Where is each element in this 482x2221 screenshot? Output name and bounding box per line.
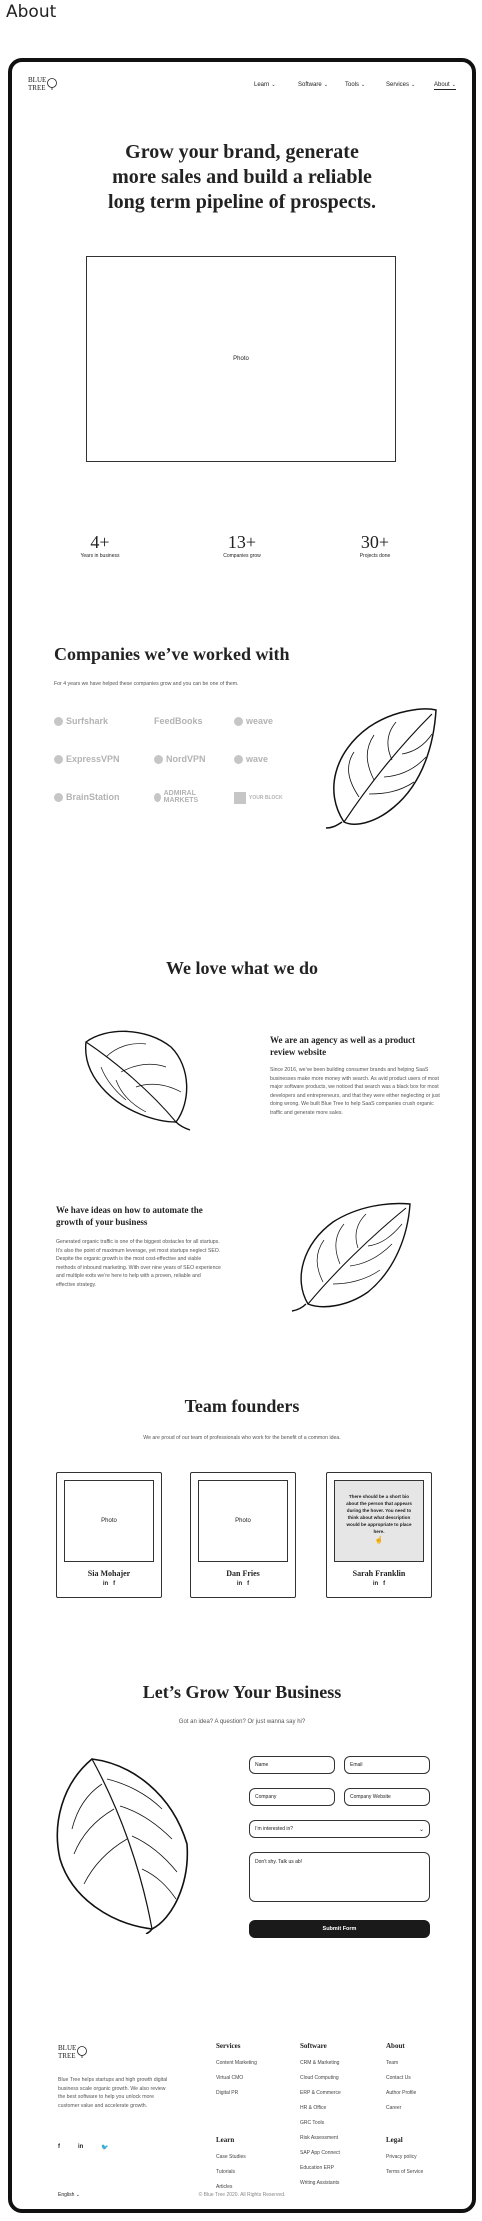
footer-link[interactable]: Team xyxy=(386,2060,399,2066)
logo-admiral-markets xyxy=(154,790,214,804)
team-photo-label: Photo xyxy=(101,1518,117,1524)
contact-subtitle: Got an idea? A question? Or just wanna say hi? xyxy=(178,1719,306,1725)
footer-link[interactable]: HR & Office xyxy=(300,2105,327,2111)
footer-link[interactable]: ERP & Commerce xyxy=(300,2090,341,2096)
team-bio-hover xyxy=(334,1480,424,1562)
footer-link[interactable]: Risk Assessment xyxy=(300,2135,339,2141)
logo-text: BrainStation xyxy=(66,792,120,802)
nav-tools[interactable] xyxy=(345,82,365,88)
nav-tools-label: Tools xyxy=(345,82,360,88)
leaf-illustration xyxy=(52,1754,192,1934)
leaf-illustration xyxy=(314,702,444,832)
cursor-icon: ☝ xyxy=(374,1537,384,1544)
footer-link[interactable]: Tutorials xyxy=(216,2169,235,2175)
interest-select-placeholder: I’m interested in? xyxy=(255,1826,294,1832)
team-bio-text: There should be a short bio about the person that appears during the hover. You need to think about what description would be appropriate to place here. xyxy=(346,1494,412,1534)
brand-logo[interactable] xyxy=(28,76,58,98)
team-photo-label: Photo xyxy=(235,1518,251,1524)
contact-title: Let’s Grow Your Business xyxy=(142,1682,342,1702)
footer-logo-line2: TREE xyxy=(58,2052,76,2060)
footer-software xyxy=(300,2042,341,2186)
team-member-name: Sia Mohajer xyxy=(87,1569,131,1578)
logo-text: wave xyxy=(246,754,269,764)
footer-heading: About xyxy=(386,2042,405,2050)
footer-services xyxy=(216,2042,257,2096)
hero-photo xyxy=(86,256,396,462)
linkedin-icon[interactable]: in xyxy=(102,1581,109,1587)
tree-icon xyxy=(76,2046,88,2058)
chevron-down-icon: ⌄ xyxy=(451,82,456,88)
footer-heading: Learn xyxy=(216,2136,235,2144)
brainstation-icon xyxy=(54,793,63,802)
name-field[interactable] xyxy=(249,1756,335,1774)
nav-services-label: Services xyxy=(386,82,410,88)
tree-icon xyxy=(46,78,58,90)
linkedin-icon[interactable]: in xyxy=(236,1581,243,1587)
language-label: English xyxy=(58,2192,75,2198)
footer-legal xyxy=(386,2136,423,2175)
stat-value: 13+ xyxy=(227,532,257,552)
footer-link[interactable]: Contact Us xyxy=(386,2075,411,2081)
logo-feedbooks xyxy=(154,716,203,726)
logo-surfshark xyxy=(54,716,108,726)
company-field[interactable] xyxy=(249,1788,335,1806)
surfshark-icon xyxy=(54,717,63,726)
team-member-name: Dan Fries xyxy=(226,1569,260,1578)
chevron-down-icon: ⌄ xyxy=(271,82,276,88)
email-field-placeholder: Email xyxy=(350,1762,363,1768)
company-field-placeholder: Company xyxy=(255,1794,277,1800)
footer-learn xyxy=(216,2136,246,2190)
footer-link[interactable]: Privacy policy xyxy=(386,2154,417,2160)
social-links xyxy=(57,1581,161,1587)
leaf-illustration xyxy=(288,1194,418,1314)
footer-link[interactable]: Cloud Computing xyxy=(300,2075,339,2081)
page-label: About xyxy=(6,2,57,22)
logo-brainstation xyxy=(54,792,120,802)
facebook-icon[interactable]: f xyxy=(383,1581,386,1587)
footer-link[interactable]: Articles xyxy=(216,2184,233,2190)
social-links xyxy=(191,1581,295,1587)
nav-software[interactable] xyxy=(298,82,328,88)
footer-logo-line1: BLUE xyxy=(58,2044,77,2052)
love-block1-title: We are an agency as well as a product review website xyxy=(270,1035,416,1057)
nav-learn[interactable] xyxy=(254,82,276,88)
stat-years xyxy=(70,532,130,559)
nav-software-label: Software xyxy=(298,82,322,88)
linkedin-icon[interactable]: in xyxy=(78,2144,84,2150)
submit-form-button[interactable] xyxy=(249,1920,430,1938)
company-website-placeholder: Company Website xyxy=(350,1794,391,1800)
footer-link[interactable]: Case Studies xyxy=(216,2154,246,2160)
team-card-sarah[interactable] xyxy=(326,1472,432,1598)
footer-link[interactable]: Digital PR xyxy=(216,2090,239,2096)
chevron-down-icon: ⌄ xyxy=(418,1826,424,1833)
footer-heading: Legal xyxy=(386,2136,403,2144)
nav-about-label: About xyxy=(434,82,450,88)
love-title: We love what we do xyxy=(166,958,318,978)
logo-text: FeedBooks xyxy=(154,716,203,726)
facebook-icon[interactable]: f xyxy=(247,1581,250,1587)
chevron-down-icon: ⌄ xyxy=(361,82,366,88)
nav-about[interactable] xyxy=(434,82,456,90)
chevron-down-icon: ⌄ xyxy=(75,2192,80,2198)
footer-social xyxy=(58,2144,109,2151)
love-block2-title: We have ideas on how to automate the growth of your business xyxy=(56,1205,203,1227)
footer-about xyxy=(386,2042,416,2111)
team-photo xyxy=(198,1480,288,1562)
logo-text: ExpressVPN xyxy=(66,754,120,764)
weave-icon xyxy=(234,717,243,726)
footer-logo[interactable] xyxy=(58,2044,90,2066)
message-placeholder: Don’t shy. Talk us ab! xyxy=(255,1859,303,1865)
team-member-name: Sarah Franklin xyxy=(352,1569,406,1578)
logo-text: Surfshark xyxy=(66,716,109,726)
footer-heading: Software xyxy=(300,2042,327,2050)
logo-expressvpn xyxy=(54,754,120,764)
twitter-icon[interactable]: 🐦 xyxy=(101,2145,109,2151)
team-title: Team founders xyxy=(184,1396,300,1416)
interest-select[interactable] xyxy=(249,1820,430,1838)
stat-label: Projects done xyxy=(359,553,391,559)
nav-learn-label: Learn xyxy=(254,82,270,88)
footer-link[interactable]: GRC Tools xyxy=(300,2120,325,2126)
hero-title xyxy=(52,140,432,215)
brand-logo-line1: BLUE xyxy=(28,76,47,84)
hero-photo-label: Photo xyxy=(233,356,249,362)
logo-nordvpn xyxy=(154,754,206,764)
page-frame xyxy=(8,58,476,2213)
chevron-down-icon: ⌄ xyxy=(411,82,416,88)
social-links xyxy=(327,1581,431,1587)
hero-title-line1: Grow your brand, generate xyxy=(125,141,359,163)
submit-form-label: Submit Form xyxy=(322,1926,357,1932)
linkedin-icon[interactable]: in xyxy=(372,1581,379,1587)
love-block1-text: Since 2016, we’ve been building consumer brands and helping SaaS businesses make more money with search. As avid product users of most major software products, we noticed that search was a black box for most developers and entrepreneurs, and that they were either neglecting or just doing wrong. We built Blue Tree to help SaaS companies crush organic traffic and generate more sales. xyxy=(270,1067,440,1116)
footer-link[interactable]: Terms of Service xyxy=(386,2169,424,2175)
footer-link[interactable]: Writing Assistants xyxy=(300,2180,340,2186)
leaf-illustration xyxy=(76,1022,196,1132)
footer-link[interactable]: Career xyxy=(386,2105,402,2111)
footer-link[interactable]: Education ERP xyxy=(300,2165,334,2171)
stat-companies xyxy=(212,532,272,559)
companies-subtitle: For 4 years we have helped these companies grow and you can be one of them. xyxy=(54,681,239,687)
team-subtitle: We are proud of our team of professionals who work for the benefit of a common idea. xyxy=(143,1435,341,1441)
facebook-icon[interactable]: f xyxy=(58,2144,60,2150)
logo-text: ADMIRAL MARKETS xyxy=(163,790,199,804)
stat-projects xyxy=(345,532,405,559)
expressvpn-icon xyxy=(54,755,63,764)
footer-heading: Services xyxy=(216,2042,241,2050)
logo-your-block xyxy=(234,792,283,804)
email-field[interactable] xyxy=(344,1756,430,1774)
love-block2-text: Generated organic traffic is one of the biggest obstacles for all startups. It’s also the point of maximum leverage, yet most startups neglect SEO. Despite the organic growth is the most cost-effective and viable methods of inbound marketing. With over nine years of SEO experience and multiple exits we’re here to help with a proven, reliable and effective strategy. xyxy=(56,1239,221,1288)
nav-services[interactable] xyxy=(386,82,415,88)
your-block-icon xyxy=(234,792,246,804)
team-card-sia[interactable] xyxy=(56,1472,162,1598)
footer-about-text: Blue Tree helps startups and high growth digital business scale organic growth. We also review the best software to help you unlock more customer value and accelerate growth. xyxy=(58,2077,168,2109)
name-field-placeholder: Name xyxy=(255,1762,269,1768)
team-card-dan[interactable] xyxy=(190,1472,296,1598)
hero-title-line3: long term pipeline of prospects. xyxy=(108,191,376,213)
wave-icon xyxy=(234,755,243,764)
footer-link[interactable]: Content Marketing xyxy=(216,2060,257,2066)
stat-label: Years in business xyxy=(80,553,120,559)
company-website-field[interactable] xyxy=(344,1788,430,1806)
logo-text: weave xyxy=(246,716,274,726)
brand-logo-line2: TREE xyxy=(28,84,46,92)
hero-title-line2: more sales and build a reliable xyxy=(112,166,372,188)
nordvpn-icon xyxy=(154,755,163,764)
footer-link[interactable]: Virtual CMO xyxy=(216,2075,244,2081)
stat-value: 4+ xyxy=(90,532,110,552)
team-photo xyxy=(64,1480,154,1562)
admiral-markets-icon xyxy=(154,793,161,802)
chevron-down-icon: ⌄ xyxy=(323,82,328,88)
footer-link[interactable]: CRM & Marketing xyxy=(300,2060,340,2066)
stat-label: Companies grow xyxy=(223,553,261,559)
copyright: © Blue Tree 2020. All Rights Reserved. xyxy=(198,2192,286,2198)
companies-title: Companies we’ve worked with xyxy=(54,644,290,664)
logo-wave xyxy=(234,754,268,764)
footer-link[interactable]: Author Profile xyxy=(386,2090,417,2096)
logo-text: NordVPN xyxy=(166,754,206,764)
message-textarea[interactable] xyxy=(249,1852,430,1902)
stat-value: 30+ xyxy=(360,532,390,552)
footer-link[interactable]: SAP App Connect xyxy=(300,2150,340,2156)
logo-weave xyxy=(234,716,273,726)
logo-text: YOUR BLOCK xyxy=(249,795,283,801)
facebook-icon[interactable]: f xyxy=(113,1581,116,1587)
